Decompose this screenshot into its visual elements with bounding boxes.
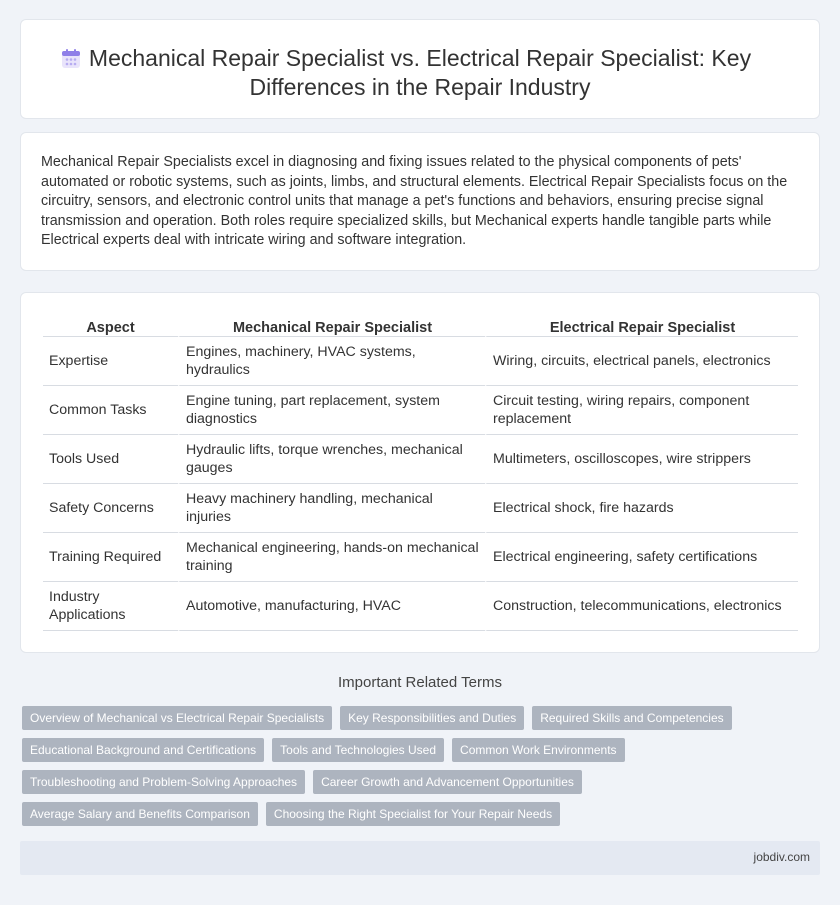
intro-card [20, 132, 820, 271]
aspect-cell: Safety Concerns [43, 484, 178, 533]
related-terms-tags [22, 706, 812, 834]
electrical-cell: Construction, telecommunications, electronics [485, 582, 798, 631]
related-term-tag[interactable]: Common Work Environments [452, 738, 625, 762]
comparison-card [20, 292, 820, 653]
header-aspect: Aspect [43, 317, 178, 337]
related-term-tag[interactable]: Required Skills and Competencies [532, 706, 731, 730]
aspect-cell: Training Required [43, 533, 178, 582]
related-term-tag[interactable]: Choosing the Right Specialist for Your Repair Needs [266, 802, 560, 826]
header-card [20, 19, 820, 119]
footer-site-link[interactable]: jobdiv.com [753, 850, 810, 864]
table-row [43, 582, 798, 631]
mechanical-cell: Automotive, manufacturing, HVAC [178, 582, 485, 631]
mechanical-cell: Engine tuning, part replacement, system diagnostics [178, 386, 485, 435]
header-electrical: Electrical Repair Specialist [485, 317, 798, 337]
table-header-row [43, 317, 798, 337]
electrical-cell: Electrical engineering, safety certifications [485, 533, 798, 582]
header-mechanical: Mechanical Repair Specialist [178, 317, 485, 337]
table-row [43, 484, 798, 533]
mechanical-cell: Heavy machinery handling, mechanical injuries [178, 484, 485, 533]
table-row [43, 435, 798, 484]
page-title: Mechanical Repair Specialist vs. Electrical Repair Specialist: Key Differences in the Repair Industry [88, 45, 752, 100]
mechanical-cell: Hydraulic lifts, torque wrenches, mechanical gauges [178, 435, 485, 484]
mechanical-cell: Mechanical engineering, hands-on mechanical training [178, 533, 485, 582]
footer [20, 841, 820, 875]
related-terms-heading: Important Related Terms [338, 674, 502, 691]
related-term-tag[interactable]: Career Growth and Advancement Opportunities [313, 770, 582, 794]
related-term-tag[interactable]: Average Salary and Benefits Comparison [22, 802, 258, 826]
electrical-cell: Circuit testing, wiring repairs, component replacement [485, 386, 798, 435]
related-term-tag[interactable]: Tools and Technologies Used [272, 738, 444, 762]
electrical-cell: Wiring, circuits, electrical panels, electronics [485, 337, 798, 386]
aspect-cell: Common Tasks [43, 386, 178, 435]
table-row [43, 386, 798, 435]
related-term-tag[interactable]: Troubleshooting and Problem-Solving Approaches [22, 770, 305, 794]
electrical-cell: Electrical shock, fire hazards [485, 484, 798, 533]
comparison-table [43, 317, 798, 631]
aspect-cell: Expertise [43, 337, 178, 386]
table-row [43, 533, 798, 582]
aspect-cell: Tools Used [43, 435, 178, 484]
intro-paragraph: Mechanical Repair Specialists excel in diagnosing and fixing issues related to the physical components of pets' automated or robotic systems, such as joints, limbs, and structural elements. Electrical Repair Specialists focus on the circuitry, sensors, and electronic control units that manage a pet's functions and behaviors, ensuring precise signal transmission and operation. Both roles require specialized skills, but Mechanical experts handle tangible parts while Electrical experts deal with intricate wiring and software integration. [41, 154, 788, 248]
electrical-cell: Multimeters, oscilloscopes, wire strippers [485, 435, 798, 484]
related-term-tag[interactable]: Educational Background and Certifications [22, 738, 264, 762]
related-term-tag[interactable]: Overview of Mechanical vs Electrical Repair Specialists [22, 706, 332, 730]
mechanical-cell: Engines, machinery, HVAC systems, hydraulics [178, 337, 485, 386]
related-term-tag[interactable]: Key Responsibilities and Duties [340, 706, 524, 730]
aspect-cell: Industry Applications [43, 582, 178, 631]
table-row [43, 337, 798, 386]
